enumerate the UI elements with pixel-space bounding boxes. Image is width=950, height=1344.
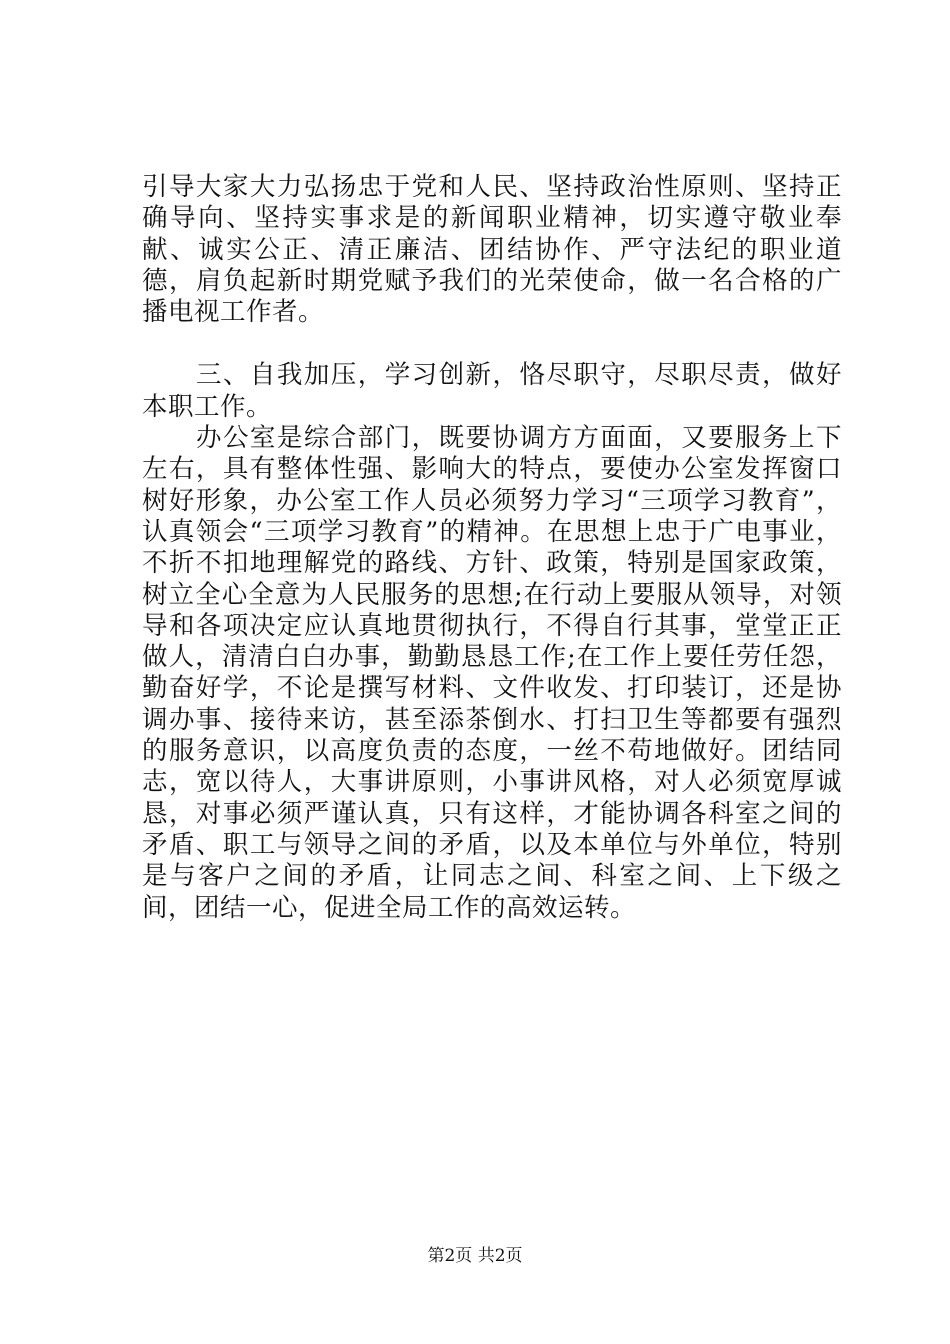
paragraph-spacer xyxy=(142,328,842,360)
page-number-footer: 第2页 共2页 xyxy=(427,1246,523,1266)
paragraph-3: 办公室是综合部门，既要协调方方面面，又要服务上下左右，具有整体性强、影响大的特点，要使办公室发挥窗口树好形象，办公室工作人员必须努力学习“三项学习教育”，认真领会“三项学习教育”的精神。在思想上忠于广电事业，不折不扣地理解党的路线、方针、政策，特别是国家政策，树立全心全意为人民服务的思想;在行动上要服从领导，对领导和各项决定应认真地贯彻执行，不得自行其事，堂堂正正做人，清清白白办事，勤勤恳恳工作;在工作上要任劳任怨，勤奋好学，不论是撰写材料、文件收发、打印装订，还是协调办事、接待来访，甚至添茶倒水、打扫卫生等都要有强烈的服务意识，以高度负责的态度，一丝不苟地做好。团结同志，宽以待人，大事讲原则，小事讲风格，对人必须宽厚诚恳，对事必须严谨认真，只有这样，才能协调各科室之间的矛盾、职工与领导之间的矛盾，以及本单位与外单位，特别是与客户之间的矛盾，让同志之间、科室之间、上下级之间，团结一心，促进全局工作的高效运转。 xyxy=(142,423,842,923)
paragraph-1: 引导大家大力弘扬忠于党和人民、坚持政治性原则、坚持正确导向、坚持实事求是的新闻职业精神，切实遵守敬业奉献、诚实公正、清正廉洁、团结协作、严守法纪的职业道德，肩负起新时期党赋予我们的光荣使命，做一名合格的广播电视工作者。 xyxy=(142,172,842,328)
document-body xyxy=(142,172,842,924)
section-heading-3: 三、自我加压，学习创新，恪尽职守，尽职尽责，做好本职工作。 xyxy=(142,360,842,422)
